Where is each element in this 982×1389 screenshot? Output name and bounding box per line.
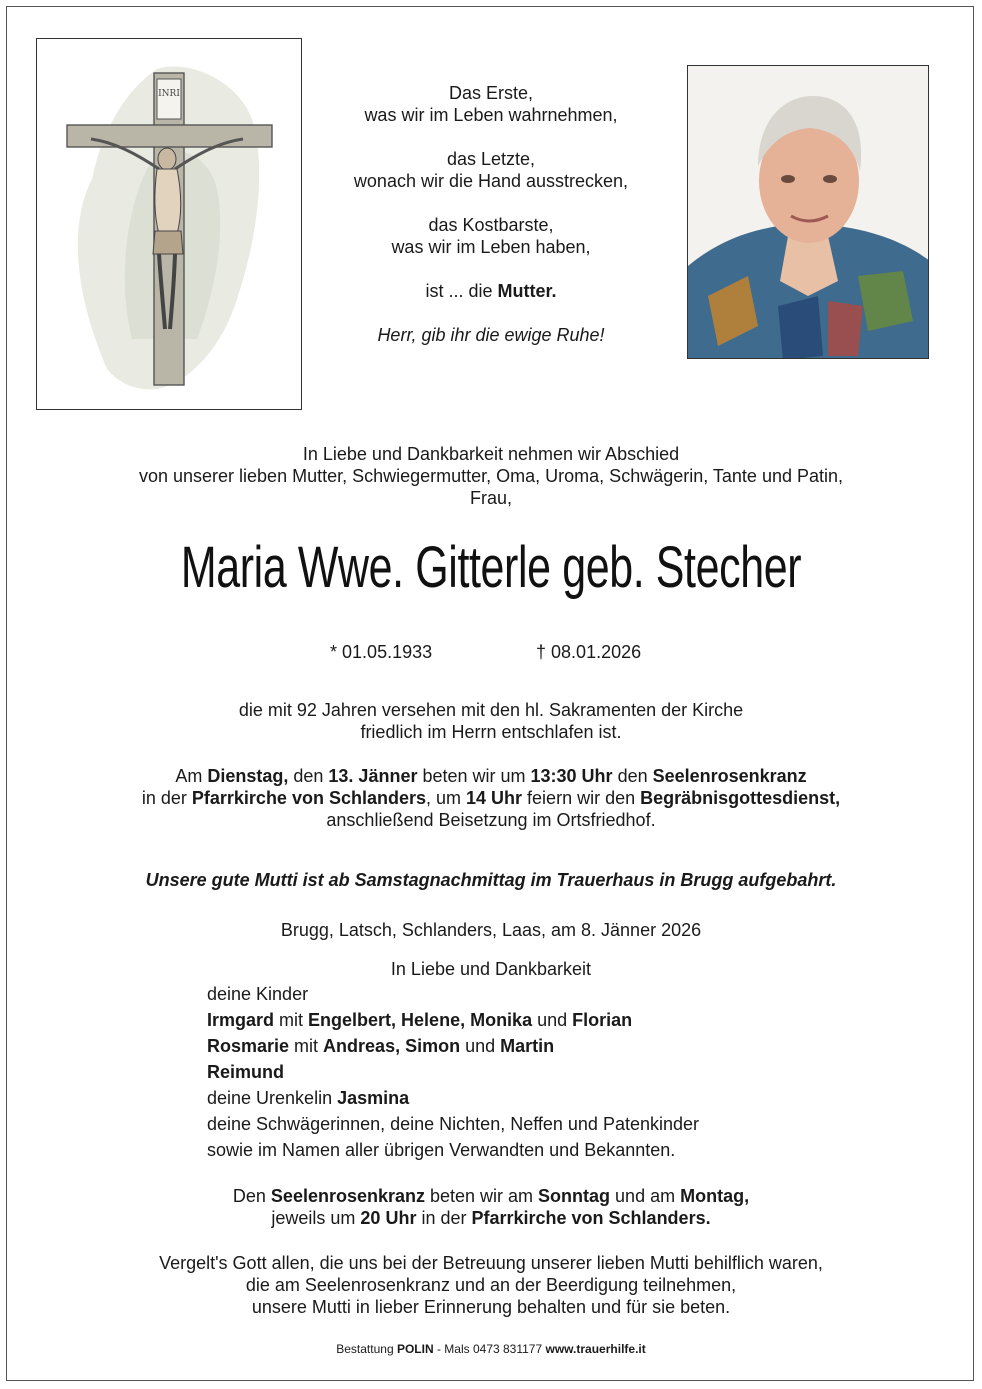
- intro-line: Frau,: [469, 488, 512, 508]
- name: Florian: [572, 1010, 633, 1030]
- thanks-line: unsere Mutti in lieber Erinnerung behalten und für sie beten.: [251, 1297, 731, 1317]
- text: und: [532, 1010, 573, 1030]
- text: und am: [610, 1186, 681, 1206]
- place-date: Brugg, Latsch, Schlanders, Laas, am 8. Jänner 2026: [280, 920, 702, 940]
- mourners-heading: In Liebe und Dankbarkeit: [390, 959, 592, 979]
- thanks-line: die am Seelenrosenkranz und an der Beerdigung teilnehmen,: [245, 1275, 737, 1295]
- mourner-row: [207, 1059, 907, 1085]
- thanks-text: [40, 1252, 942, 1318]
- name: Engelbert, Helene, Monika: [308, 1010, 533, 1030]
- poem-prayer: [300, 324, 682, 346]
- text: Am: [175, 766, 208, 786]
- mourners-list: [207, 981, 907, 1163]
- church: Pfarrkirche von Schlanders: [191, 788, 426, 808]
- poem-line: Das Erste,: [448, 83, 534, 103]
- intro-line: In Liebe und Dankbarkeit nehmen wir Abschied: [302, 444, 680, 464]
- death-date: 08.01.2026: [551, 642, 642, 662]
- text: jeweils um: [271, 1208, 361, 1228]
- crucifix-illustration: [36, 38, 302, 410]
- text: beten wir um: [417, 766, 531, 786]
- passing-line: die mit 92 Jahren versehen mit den hl. Sakramenten der Kirche: [238, 700, 744, 720]
- poem-emphasis: Mutter.: [497, 281, 557, 301]
- name: Andreas, Simon: [323, 1036, 461, 1056]
- crucifix-icon: [37, 39, 302, 410]
- mourner-row: deine Kinder: [207, 984, 309, 1004]
- time: 13:30 Uhr: [530, 766, 613, 786]
- deceased-name: Maria Wwe. Gitterle geb. Stecher: [180, 535, 802, 600]
- date: 13. Jänner: [328, 766, 418, 786]
- intro-text: [40, 443, 942, 509]
- inri-inscription: INRI: [158, 89, 180, 99]
- name: Irmgard: [207, 1010, 275, 1030]
- text: in der: [416, 1208, 472, 1228]
- text: in der: [141, 788, 192, 808]
- passing-text: [40, 699, 942, 743]
- death-symbol: †: [536, 642, 547, 662]
- name: Jasmina: [337, 1088, 410, 1108]
- poem-line: was wir im Leben haben,: [391, 237, 591, 257]
- birth-date-row: [330, 641, 432, 663]
- poem-line: was wir im Leben wahrnehmen,: [364, 105, 618, 125]
- poem-line: das Letzte,: [446, 149, 536, 169]
- text: beten wir am: [425, 1186, 539, 1206]
- rosary-notice: [40, 1185, 942, 1229]
- time: 14 Uhr: [466, 788, 523, 808]
- service-line: anschließend Beisetzung im Ortsfriedhof.: [326, 810, 656, 830]
- viewing-notice: [40, 869, 942, 891]
- poem-line: das Kostbarste,: [428, 215, 554, 235]
- thanks-line: Vergelt's Gott allen, die uns bei der Betreuung unserer lieben Mutti behilflich waren,: [159, 1253, 823, 1273]
- website-link[interactable]: www.trauerhilfe.it: [545, 1342, 646, 1356]
- day: Sonntag: [538, 1186, 611, 1206]
- day: Dienstag,: [207, 766, 289, 786]
- text: und: [460, 1036, 501, 1056]
- service-line: [40, 787, 942, 809]
- rosary-line: [40, 1207, 942, 1229]
- text: den: [288, 766, 329, 786]
- mourner-row: sowie im Namen aller übrigen Verwandten und Bekannten.: [207, 1140, 676, 1160]
- intro-line: von unserer lieben Mutter, Schwiegermutter, Oma, Uroma, Schwägerin, Tante und Patin,: [138, 466, 844, 486]
- funeral-service-text: [40, 765, 942, 831]
- name: Rosmarie: [207, 1036, 290, 1056]
- poem-stanza: [300, 214, 682, 258]
- text: Den: [232, 1186, 271, 1206]
- portrait-image: [688, 66, 929, 359]
- text: mit: [289, 1036, 324, 1056]
- text: feiern wir den: [522, 788, 641, 808]
- name: Reimund: [207, 1062, 285, 1082]
- event: Begräbnisgottesdienst,: [640, 788, 841, 808]
- undertaker-footer: [40, 1341, 942, 1357]
- text: Bestattung: [336, 1342, 397, 1356]
- portrait-photo: [687, 65, 929, 359]
- birth-date: 01.05.1933: [342, 642, 433, 662]
- rosary-line: [40, 1185, 942, 1207]
- mourner-row: [207, 1033, 907, 1059]
- poem-stanza: [300, 148, 682, 192]
- church: Pfarrkirche von Schlanders.: [471, 1208, 711, 1228]
- text: den: [612, 766, 653, 786]
- poem-stanza: [300, 280, 682, 302]
- name: Martin: [500, 1036, 555, 1056]
- time: 20 Uhr: [360, 1208, 417, 1228]
- mourner-row: [207, 1007, 907, 1033]
- service-line: [40, 765, 942, 787]
- death-date-row: [536, 641, 641, 663]
- mourner-row: deine Schwägerinnen, deine Nichten, Neffen und Patenkinder: [207, 1114, 700, 1134]
- poem-line: ist ... die: [425, 281, 498, 301]
- viewing-text: Unsere gute Mutti ist ab Samstagnachmittag im Trauerhaus in Brugg aufgebahrt.: [145, 870, 837, 890]
- prayer-text: Herr, gib ihr die ewige Ruhe!: [377, 325, 605, 345]
- poem-stanza: [300, 82, 682, 126]
- mourner-row: [207, 1085, 907, 1111]
- text: deine Urenkelin: [207, 1088, 338, 1108]
- text: mit: [274, 1010, 309, 1030]
- contact: - Mals 0473 831177: [433, 1342, 546, 1356]
- birth-symbol: *: [330, 642, 338, 662]
- passing-line: friedlich im Herrn entschlafen ist.: [360, 722, 622, 742]
- event: Seelenrosenkranz: [652, 766, 807, 786]
- event: Seelenrosenkranz: [270, 1186, 425, 1206]
- undertaker-name: POLIN: [396, 1342, 434, 1356]
- poem: [300, 82, 682, 368]
- day: Montag,: [680, 1186, 750, 1206]
- text: , um: [426, 788, 467, 808]
- poem-line: wonach wir die Hand ausstrecken,: [353, 171, 629, 191]
